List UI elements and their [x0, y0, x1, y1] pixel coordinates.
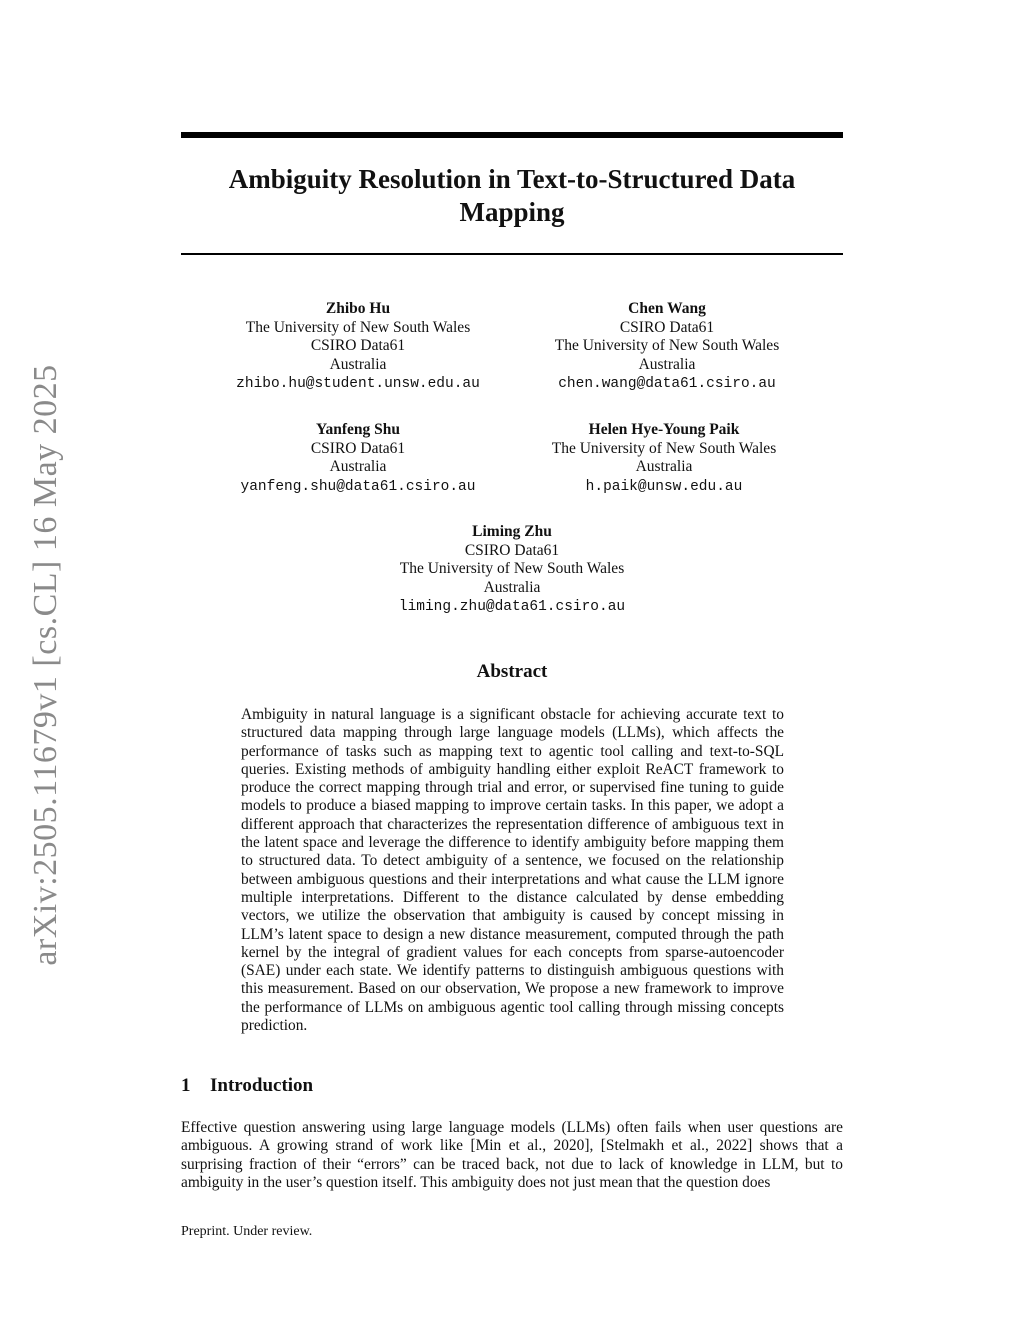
author-affiliation: The University of New South Wales [245, 318, 471, 336]
author-email: h.paik@unsw.edu.au [585, 478, 743, 495]
author-block [507, 300, 827, 394]
paper-title-line-1: Ambiguity Resolution in Text-to-Structured Data [228, 164, 796, 194]
author-block [198, 421, 518, 496]
author-country: Australia [329, 458, 387, 475]
author-affiliation: The University of New South Wales [554, 337, 780, 354]
author-email: yanfeng.shu@data61.csiro.au [240, 478, 476, 495]
author-email: chen.wang@data61.csiro.au [558, 376, 776, 392]
title-bottom-rule [181, 253, 843, 255]
author-country: Australia [635, 458, 693, 475]
author-name: Liming Zhu [472, 523, 552, 540]
abstract-text: Ambiguity in natural language is a significant obstacle for achieving accurate text to structured data mapping through large language models (LLMs), which affects the performance of tasks such as mapping text to agentic tool calling and text-to-SQL queries. Existing methods of ambiguity handling either exploit ReACT framework to produce the correct mapping through trial and error, or supervised fine tuning to guide models to produce a biased mapping to improve certain tasks. In this paper, we adopt a different approach that characterizes the representation difference of ambiguous text in the latent space and leverage the difference to identify ambiguity before mapping them to structured data. To detect ambiguity of a sentence, we focused on the relationship between ambiguous questions and their interpretations and what cause the LLM ignore multiple interpretations. Different to the distance calculated by dense embedding vectors, we utilize the observation that ambiguity is caused by concept missing in LLM’s latent space to design a new distance measurement, computed through the path kernel by the integral of gradient values for each concepts from sparse-autoencoder (SAE) under each state. We identify patterns to distinguish ambiguous questions with this measurement. Based on our observation, We propose a new framework to improve the performance of LLMs on ambiguous agentic tool calling through missing concepts prediction. [241, 706, 784, 1035]
author-affiliation: The University of New South Wales [399, 560, 625, 577]
author-affiliation: CSIRO Data61 [619, 318, 715, 336]
author-country: Australia [329, 355, 387, 373]
author-affiliation: The University of New South Wales [551, 439, 777, 457]
preprint-footnote: Preprint. Under review. [181, 1224, 313, 1239]
author-affiliation: CSIRO Data61 [310, 439, 406, 457]
author-name: Zhibo Hu [325, 300, 391, 317]
paper-title [181, 163, 843, 229]
author-block [504, 421, 824, 496]
author-name: Chen Wang [628, 300, 706, 317]
abstract-heading: Abstract [476, 661, 548, 682]
author-affiliation: CSIRO Data61 [310, 337, 406, 354]
paper-title-line-2: Mapping [459, 197, 565, 227]
section-title: Introduction [210, 1075, 314, 1096]
section-number: 1 [181, 1075, 191, 1096]
introduction-text: Effective question answering using large language models (LLMs) often fails when user questions are ambiguous. A growing strand of work like [Min et al., 2020], [Stelmakh et al., 2022] shows that a surprising fraction of their “errors” can be traced back, not due to lack of knowledge in LLM, but to ambiguity in the user’s question itself. This ambiguity does not just mean that the question does [181, 1119, 843, 1191]
arxiv-identifier: arXiv:2505.11679v1 [cs.CL] 16 May 2025 [27, 364, 64, 966]
author-email: liming.zhu@data61.csiro.au [398, 599, 626, 615]
author-email: zhibo.hu@student.unsw.edu.au [236, 376, 480, 392]
title-top-rule [181, 132, 843, 138]
author-country: Australia [483, 578, 541, 596]
author-country: Australia [638, 355, 696, 373]
author-block [198, 300, 518, 394]
author-name: Helen Hye-Young Paik [588, 421, 740, 438]
section-heading-introduction [181, 1075, 313, 1097]
author-name: Yanfeng Shu [316, 421, 400, 438]
author-affiliation: CSIRO Data61 [464, 541, 560, 559]
author-block [352, 523, 672, 617]
